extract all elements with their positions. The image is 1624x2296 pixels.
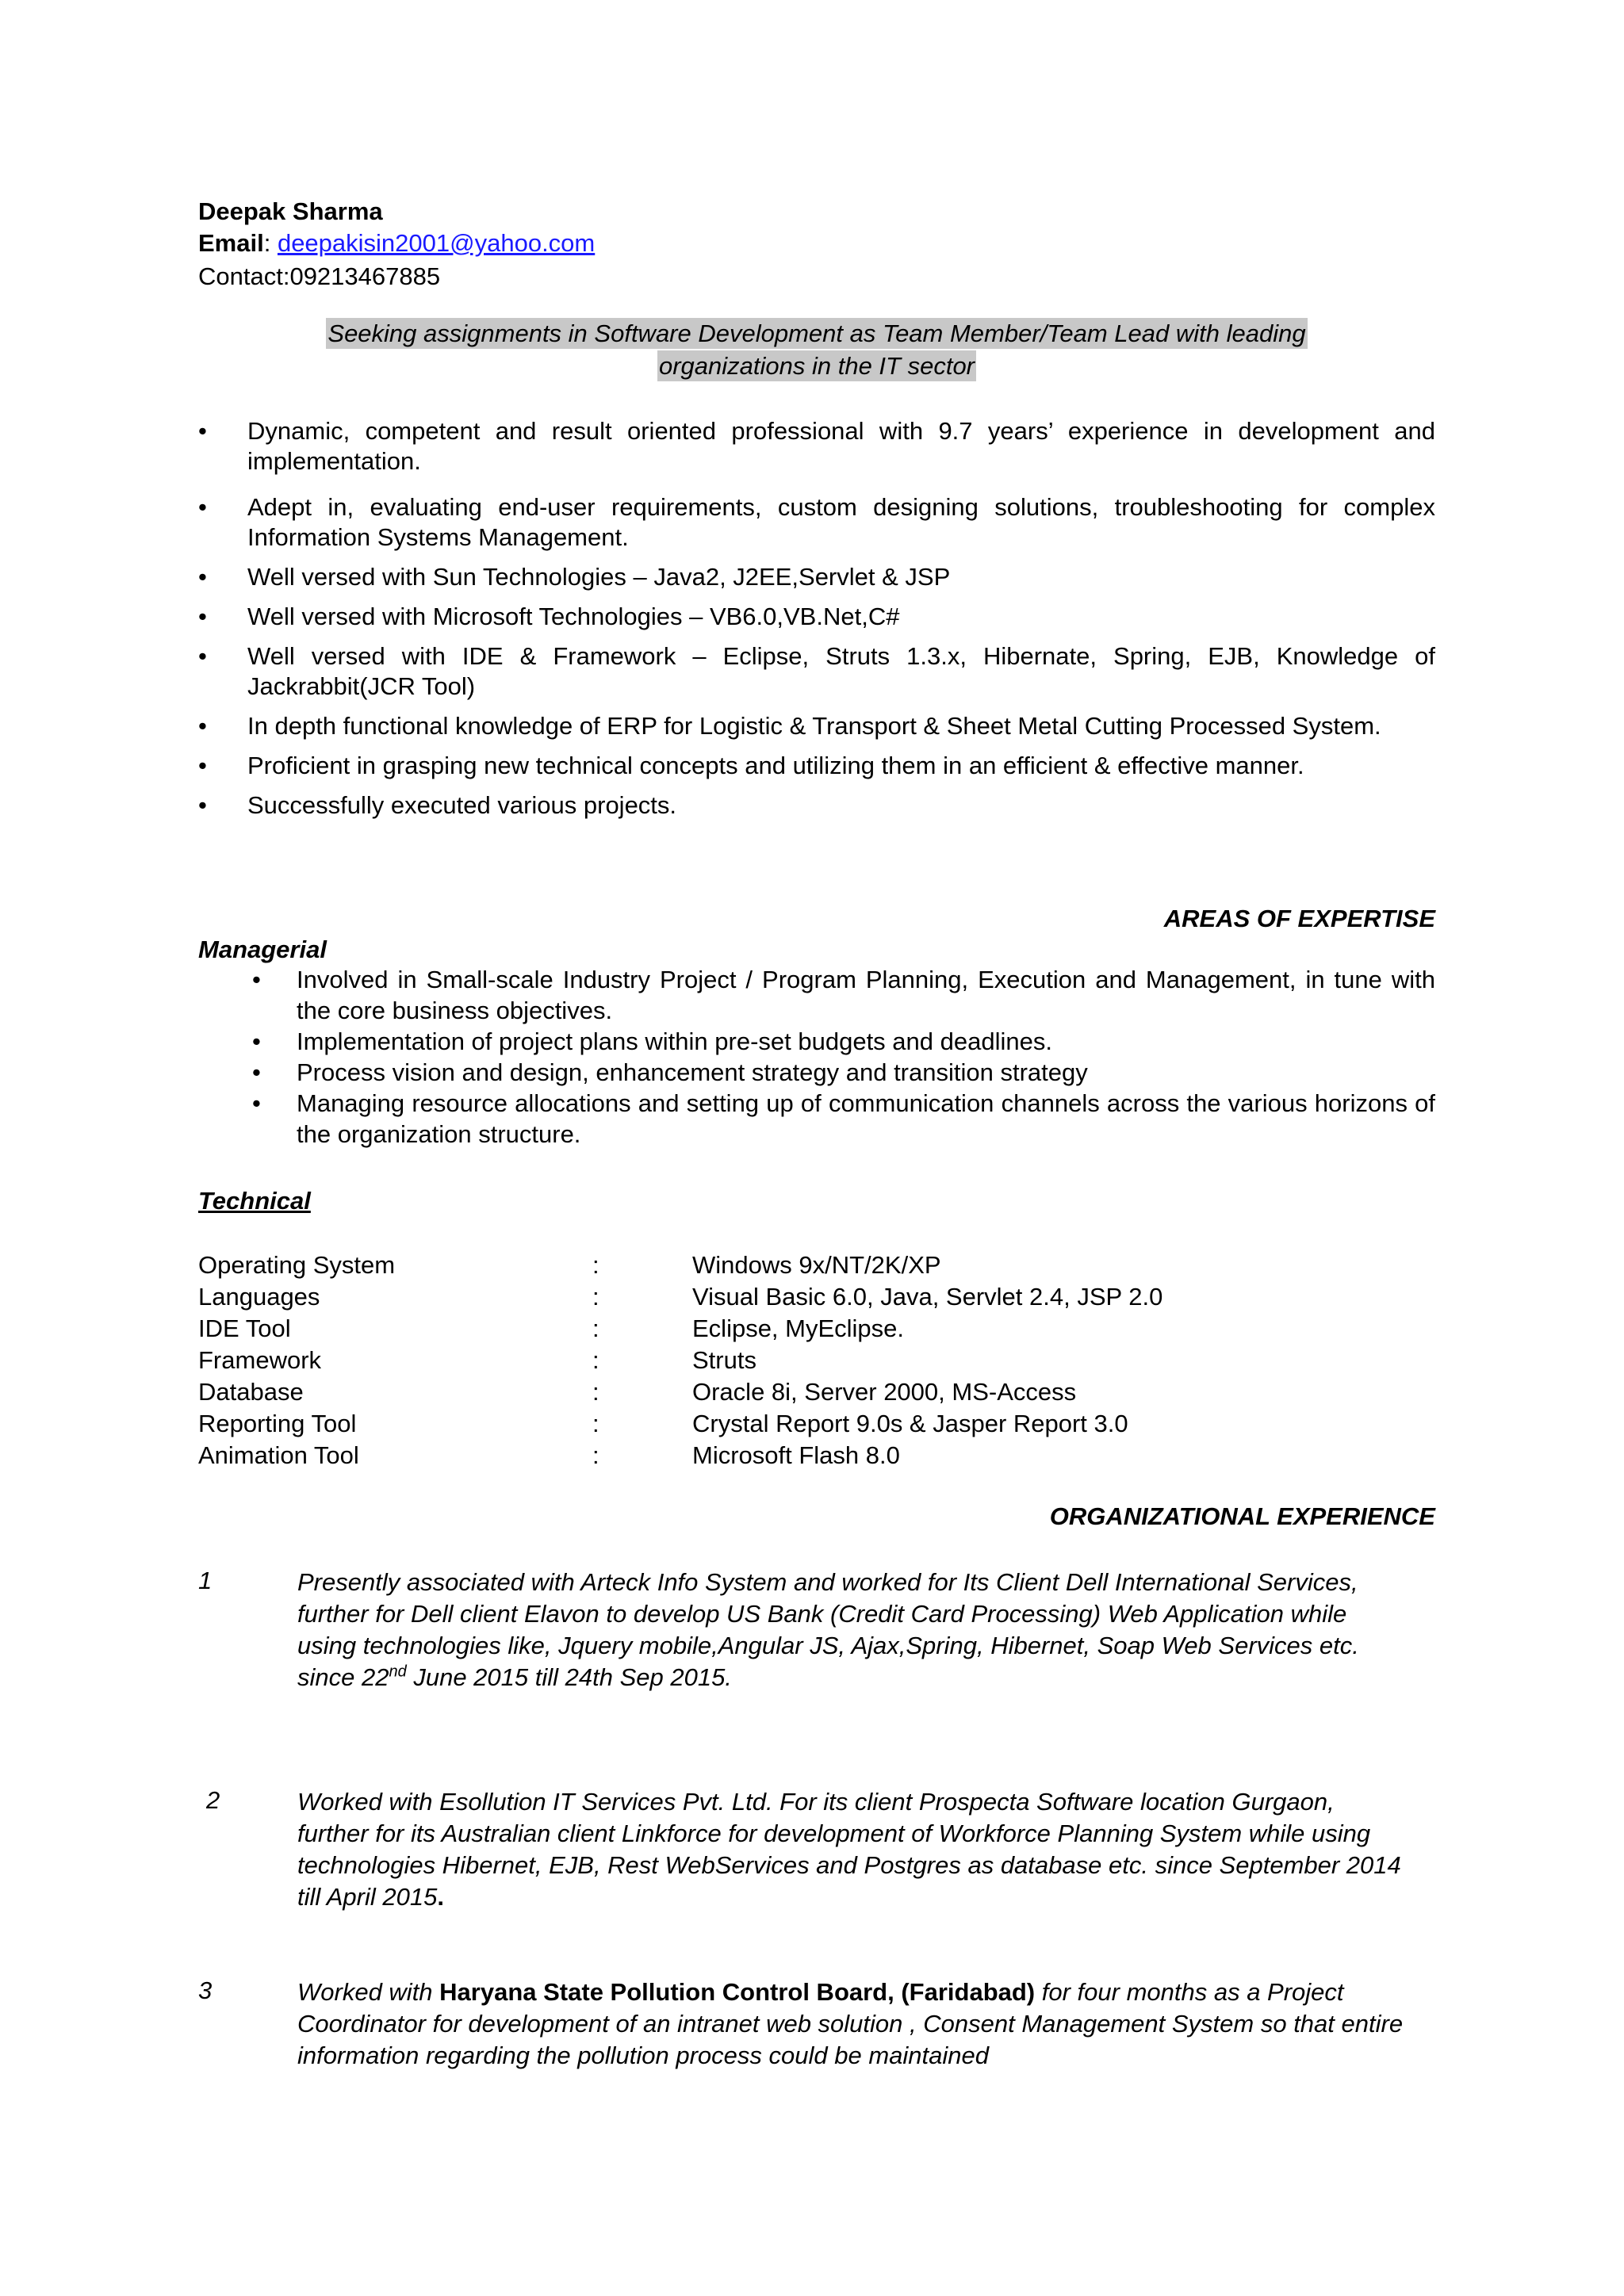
bullet-icon: • [252, 966, 261, 993]
objective-line-2: organizations in the IT sector [658, 352, 975, 380]
list-item: • Dynamic, competent and result oriented professional with 9.7 years’ experience in development and implementation. [198, 417, 1435, 475]
summary-bullet-list [198, 416, 1435, 821]
bullet-icon: • [198, 752, 207, 779]
list-item: • Well versed with Microsoft Technologies – VB6.0,VB.Net,C# [198, 603, 900, 630]
technical-heading: Technical [198, 1187, 311, 1215]
list-item: • Involved in Small-scale Industry Project / Program Planning, Execution and Management, in tune with the core business objectives. [252, 966, 1435, 1024]
bullet-icon: • [198, 603, 207, 630]
experience-description: Worked with Esollution IT Services Pvt. Ltd. For its client Prospecta Software location Gurgaon, further for its Australian client Linkforce for development of Workforce Planning System while using technologies Hibernet, EJB, Rest WebServices and Postgres as database etc. since September 2014 till April 2015. [297, 1788, 1401, 1911]
candidate-name: Deepak Sharma [198, 197, 383, 225]
experience-heading: ORGANIZATIONAL EXPERIENCE [1049, 1502, 1435, 1530]
bullet-icon: • [198, 563, 207, 591]
experience-number: 1 [198, 1567, 213, 1594]
managerial-heading: Managerial [198, 936, 327, 963]
list-item: • Process vision and design, enhancement strategy and transition strategy [252, 1058, 1088, 1086]
bullet-icon: • [198, 712, 207, 740]
resume-page: Deepak Sharma Email: deepakisin2001@yahoo.com Contact:09213467885 Seeking assignments in Software Development as Team Member/Team Lead with leading organizations in the IT sector • Dynamic, competent and result oriented professional with 9.7 years’ experience in development and implementation. • Adept in, evaluating end-user requirements, custom designing solutions, troubleshooting for complex Information Systems Management. • Well versed with Sun Technologies – Java2, J2EE,Servlet & JSP • Well versed with Microsoft Technologies – VB6.0,VB.Net,C# • Well versed with IDE & Framework – Eclipse, Struts 1.3.x, Hibernate, Spring, EJB, Knowledge of Jackrabbit(JCR Tool) • In depth functional knowledge of ERP for Logistic & Transport & Sheet Metal Cutting Processed System. • Proficient in grasping new technical concepts and utilizing them in an efficient & effective manner. • Successfully executed various projects. AREAS OF EXPERTISE Managerial • Involved in Small-scale Industry Project / Program Planning, Execution and Management, in tune with the core business objectives. • Implementation of project plans within pre-set budgets and deadlines. • Process vision and design, enhancement strategy and transition strategy • Managing resource allocations and setting up of communication channels across the various horizons of the organization structure. Technical Operating System : Windows 9x/NT/2K/XP Languages : Visual Basic 6.0, Java, Servlet 2.4, JSP 2.0 IDE Tool : Eclipse, MyEclipse. Framework : Struts Database : Oracle 8i, Server 2000, MS-Access Reporting Tool : Crystal Report 9.0s & Jasper Report 3.0 Animation Tool : Microsoft Flash 8.0 ORGANIZATIONAL EXPERIENCE 1 Presently associated with Arteck Info System and worked for Its Client Dell International Services, further for Dell client Elavon to develop US Bank (Credit Card Processing) Web Application while using technologies like, Jquery mobile,Angular JS, Ajax,Spring, Hibernet, Soap Web Services etc. since 22nd June 2015 till 24th Sep 2015. 2 Worked with Esollution IT Services Pvt. Ltd. For its client Prospecta Software location Gurgaon, further for its Australian client Linkforce for development of Workforce Planning System while using technologies Hibernet, EJB, Rest WebServices and Postgres as database etc. since September 2014 till April 2015. 3 Worked with Haryana State Pollution Control Board, (Faridabad) for four months as a Project Coordinator for development of an intranet web solution , Consent Management System so that entire information regarding the pollution process could be maintained [0, 0, 1624, 2296]
list-item: • Well versed with Sun Technologies – Java2, J2EE,Servlet & JSP [198, 563, 951, 591]
experience-number: 3 [198, 1976, 213, 2004]
experience-description: Worked with Haryana State Pollution Control Board, (Faridabad) for four months as a Project Coordinator for development of an intranet web solution , Consent Management System so that entire information regarding the pollution process could be maintained [297, 1978, 1404, 2069]
email-link[interactable]: deepakisin2001@yahoo.com [277, 229, 596, 257]
list-item: • Adept in, evaluating end-user requirements, custom designing solutions, troubleshooting for complex Information Systems Management. [198, 493, 1435, 551]
managerial-bullet-list [247, 964, 1435, 1150]
list-item: • Successfully executed various projects. [198, 791, 677, 819]
bullet-icon: • [198, 493, 207, 521]
bullet-icon: • [198, 417, 207, 445]
email-line: Email: deepakisin2001@yahoo.com [198, 229, 596, 257]
bullet-icon: • [252, 1027, 261, 1055]
list-item: • Proficient in grasping new technical concepts and utilizing them in an efficient & effective manner. [198, 752, 1304, 779]
contact-line: Contact:09213467885 [198, 262, 441, 290]
experience-description: Presently associated with Arteck Info System and worked for Its Client Dell International Services, further for Dell client Elavon to develop US Bank (Credit Card Processing) Web Application while using technologies like, Jquery mobile,Angular JS, Ajax,Spring, Hibernet, Soap Web Services etc. since 22nd June 2015 till 24th Sep 2015. [297, 1568, 1359, 1691]
objective-line-1: Seeking assignments in Software Development as Team Member/Team Lead with leading [327, 320, 1306, 347]
email-label: Email [198, 229, 264, 257]
list-item: • In depth functional knowledge of ERP for Logistic & Transport & Sheet Metal Cutting Processed System. [198, 712, 1381, 740]
list-item: • Managing resource allocations and setting up of communication channels across the various horizons of the organization structure. [252, 1089, 1435, 1148]
bullet-icon: • [198, 791, 207, 819]
list-item: • Well versed with IDE & Framework – Eclipse, Struts 1.3.x, Hibernate, Spring, EJB, Knowledge of Jackrabbit(JCR Tool) [198, 642, 1435, 700]
bullet-icon: • [252, 1089, 261, 1117]
objective-statement [198, 317, 1435, 382]
bullet-icon: • [198, 642, 207, 670]
list-item: • Implementation of project plans within pre-set budgets and deadlines. [252, 1027, 1052, 1055]
experience-number: 2 [206, 1786, 220, 1814]
bullet-icon: • [252, 1058, 261, 1086]
expertise-heading: AREAS OF EXPERTISE [1163, 905, 1435, 932]
